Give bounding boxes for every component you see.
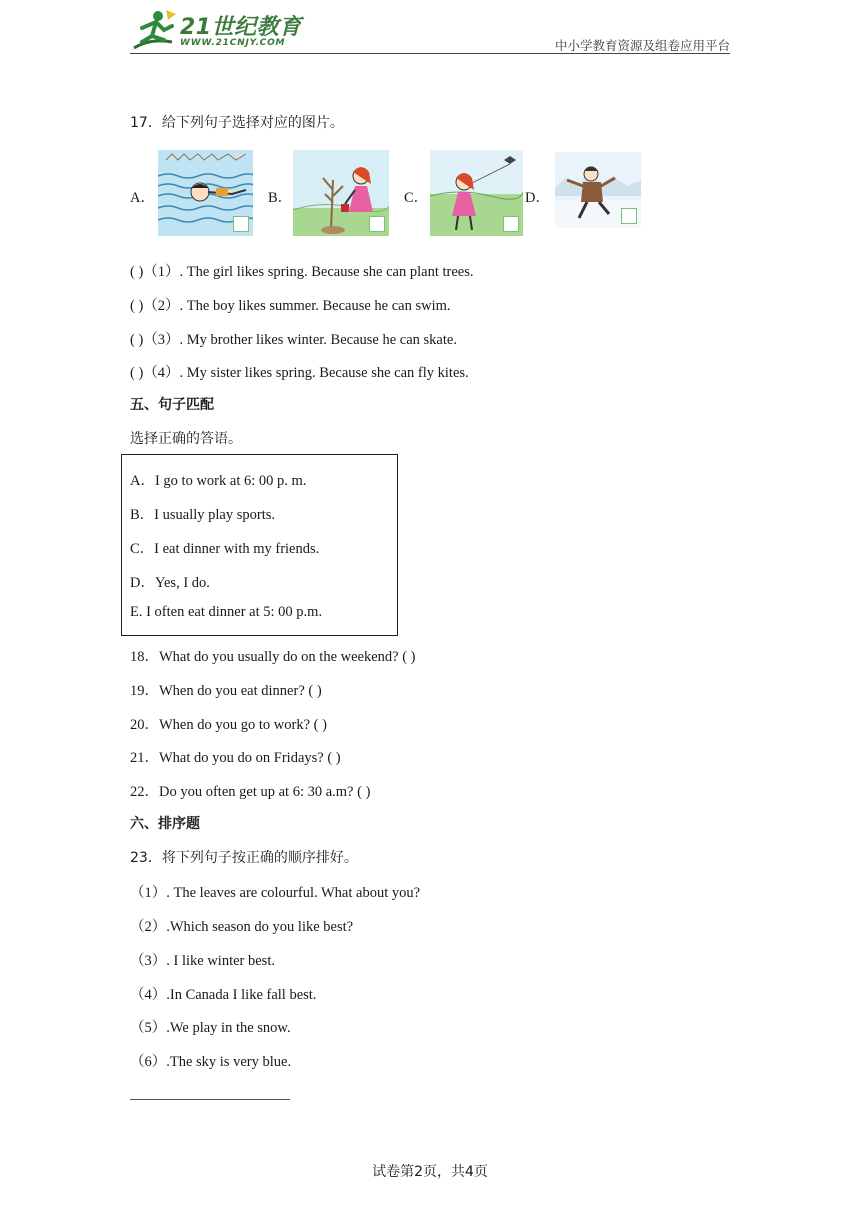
q17-item-4: ( )（4）. My sister likes spring. Because she can fly kites.	[130, 365, 469, 381]
question-21: 21．What do you do on Fridays? ( )	[130, 750, 341, 766]
q17-title: 17．给下列句子选择对应的图片。	[130, 115, 344, 131]
option-b: B．I usually play sports.	[130, 507, 275, 523]
q23-item-6: （6）.The sky is very blue.	[130, 1054, 292, 1070]
runner-logo-icon	[128, 8, 178, 52]
question-20: 20．When do you go to work? ( )	[130, 717, 327, 733]
platform-name: 中小学教育资源及组卷应用平台	[554, 38, 730, 53]
section5-heading: 五、句子匹配	[130, 397, 214, 413]
header-divider	[130, 53, 730, 54]
page-footer: 试卷第2页，共4页	[372, 1164, 488, 1180]
section5-instruction: 选择正确的答语。	[130, 431, 242, 447]
section6-heading: 六、排序题	[130, 816, 200, 832]
question-22: 22．Do you often get up at 6: 30 a.m? ( )	[130, 784, 371, 800]
checkbox-c[interactable]	[503, 216, 519, 232]
picture-a-swimming[interactable]	[158, 150, 253, 236]
picture-b-planting[interactable]	[293, 150, 389, 236]
q17-item-3: ( )（3）. My brother likes winter. Because he can skate.	[130, 332, 457, 348]
q23-item-5: （5）.We play in the snow.	[130, 1020, 291, 1036]
checkbox-d[interactable]	[621, 208, 637, 224]
q23-title: 23．将下列句子按正确的顺序排好。	[130, 850, 358, 866]
picture-d-skating[interactable]	[555, 152, 641, 228]
q23-item-2: （2）.Which season do you like best?	[130, 919, 354, 935]
logo-text: 21世纪教育	[180, 15, 302, 40]
label-b: B．	[268, 190, 293, 206]
option-c: C．I eat dinner with my friends.	[130, 541, 320, 557]
q23-item-4: （4）.In Canada I like fall best.	[130, 987, 317, 1003]
site-logo	[128, 8, 308, 52]
q17-item-1: ( )（1）. The girl likes spring. Because she can plant trees.	[130, 264, 474, 280]
q17-item-2: ( )（2）. The boy likes summer. Because he can swim.	[130, 298, 451, 314]
label-c: C．	[404, 190, 429, 206]
question-18: 18．What do you usually do on the weekend? ( )	[130, 649, 416, 665]
checkbox-b[interactable]	[369, 216, 385, 232]
label-d: D．	[525, 190, 550, 206]
picture-c-kite[interactable]	[430, 150, 523, 236]
q23-item-1: （1）. The leaves are colourful. What about you?	[130, 885, 421, 901]
option-a: A．I go to work at 6: 00 p. m.	[130, 473, 307, 489]
question-19: 19．When do you eat dinner? ( )	[130, 683, 322, 699]
q23-item-3: （3）. I like winter best.	[130, 953, 275, 969]
label-a: A．	[130, 190, 155, 206]
option-d: D．Yes, I do.	[130, 575, 210, 591]
footnote-divider	[130, 1099, 290, 1100]
option-e: E. I often eat dinner at 5: 00 p.m.	[130, 604, 323, 620]
checkbox-a[interactable]	[233, 216, 249, 232]
logo-url: WWW.21CNJY.COM	[180, 38, 286, 48]
